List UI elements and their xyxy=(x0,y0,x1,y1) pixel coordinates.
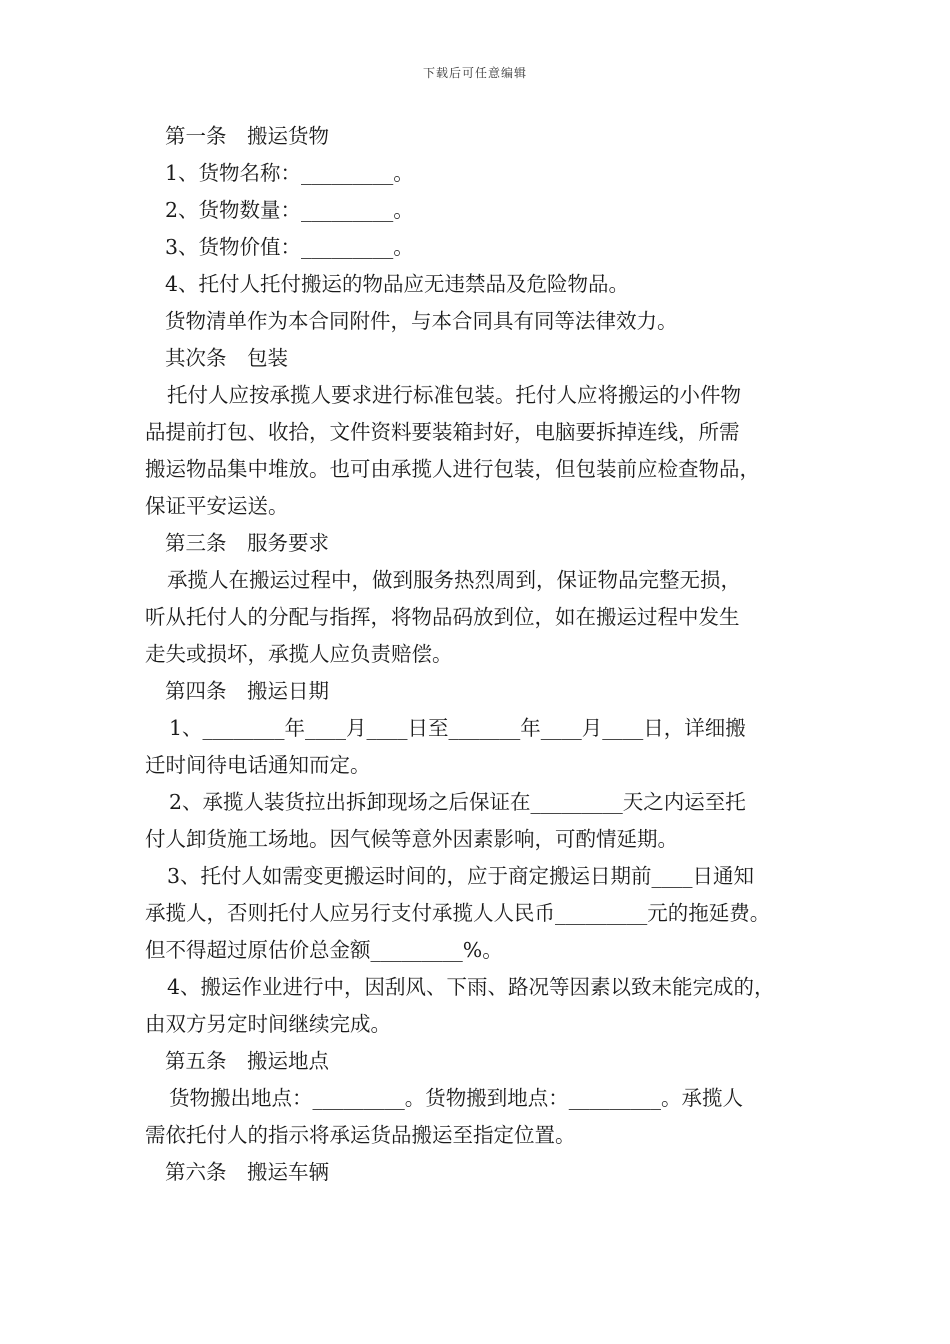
date-clause-line: 1、________年____月____日至_______年____月____日，详细搬 xyxy=(169,716,746,740)
weather-clause-line: 由双方另定时间继续完成。 xyxy=(145,1012,391,1036)
article-3-heading: 第三条 服务要求 xyxy=(165,531,329,555)
prohibited-items-line: 4、托付人托付搬运的物品应无违禁品及危险物品。 xyxy=(165,272,630,296)
article-6-heading: 第六条 搬运车辆 xyxy=(165,1160,329,1184)
reschedule-clause-line: 3、托付人如需变更搬运时间的，应于商定搬运日期前____日通知 xyxy=(167,864,755,888)
location-paragraph-line: 货物搬出地点：_________。货物搬到地点：_________。承揽人 xyxy=(169,1086,743,1110)
reschedule-clause-line: 但不得超过原估价总金额_________%。 xyxy=(145,938,503,962)
packaging-paragraph-line: 搬运物品集中堆放。也可由承揽人进行包装，但包装前应检查物品， xyxy=(145,457,760,481)
delivery-clause-line: 付人卸货施工场地。因气候等意外因素影响，可酌情延期。 xyxy=(145,827,678,851)
goods-list-line: 货物清单作为本合同附件，与本合同具有同等法律效力。 xyxy=(165,309,678,333)
service-paragraph-line: 听从托付人的分配与指挥，将物品码放到位，如在搬运过程中发生 xyxy=(145,605,740,629)
article-2-heading: 其次条 包装 xyxy=(165,346,288,370)
delivery-clause-line: 2、承揽人装货拉出拆卸现场之后保证在_________天之内运至托 xyxy=(169,790,746,814)
article-4-heading: 第四条 搬运日期 xyxy=(165,679,329,703)
article-1-heading: 第一条 搬运货物 xyxy=(165,124,329,148)
page-header-note: 下载后可任意编辑 xyxy=(422,66,527,80)
location-paragraph-line: 需依托付人的指示将承运货品搬运至指定位置。 xyxy=(145,1123,576,1147)
packaging-paragraph-line: 保证平安运送。 xyxy=(145,494,289,518)
weather-clause-line: 4、搬运作业进行中，因刮风、下雨、路况等因素以致未能完成的， xyxy=(167,975,775,999)
goods-value-line: 3、货物价值：_________。 xyxy=(165,235,414,259)
reschedule-clause-line: 承揽人，否则托付人应另行支付承揽人人民币_________元的拖延费。 xyxy=(145,901,771,925)
date-clause-line: 迁时间待电话通知而定。 xyxy=(145,753,371,777)
goods-quantity-line: 2、货物数量：_________。 xyxy=(165,198,414,222)
service-paragraph-line: 走失或损坏，承揽人应负责赔偿。 xyxy=(145,642,453,666)
packaging-paragraph-line: 品提前打包、收拾，文件资料要装箱封好，电脑要拆掉连线，所需 xyxy=(145,420,740,444)
service-paragraph-line: 承揽人在搬运过程中，做到服务热烈周到，保证物品完整无损， xyxy=(167,568,741,592)
packaging-paragraph-line: 托付人应按承揽人要求进行标准包装。托付人应将搬运的小件物 xyxy=(167,383,741,407)
article-5-heading: 第五条 搬运地点 xyxy=(165,1049,329,1073)
goods-name-line: 1、货物名称：_________。 xyxy=(165,161,414,185)
contract-body xyxy=(145,118,825,1191)
